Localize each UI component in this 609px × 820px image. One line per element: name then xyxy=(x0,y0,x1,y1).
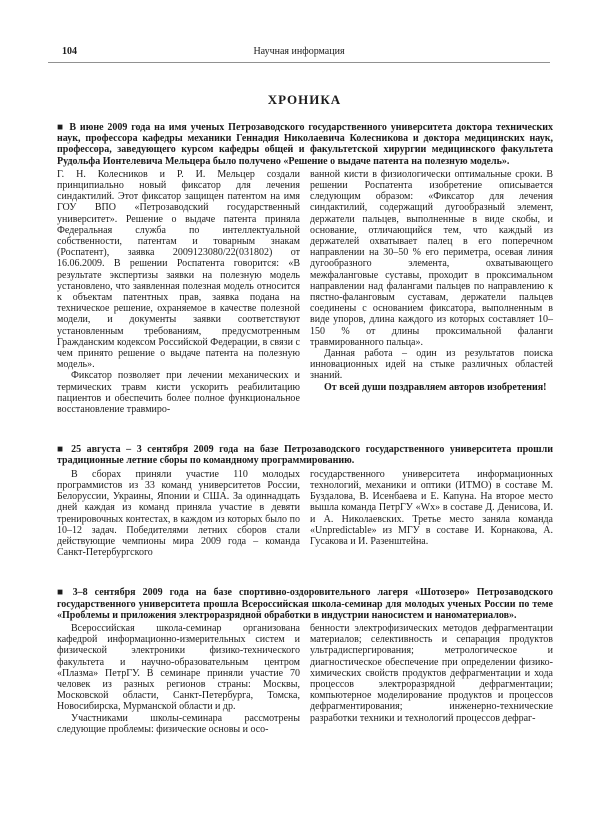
paragraph: Всероссийская школа-семинар организована кафедрой информационно-измерительных систем и физической электроники физико-технического факультета и научно-образовательным центром «Плазма» ПетрГУ. В семинаре приняли участие 70 человек из разных регионов страны: Москвы, Московской области, Санкт-Петербурга, Томска, Новосибирска, Мурманской области и др. xyxy=(57,622,300,713)
paragraph: ванной кисти в физиологически оптимальные сроки. В решении Роспатента изобретение описывается следующим образом: «Фиксатор для лечения синдактилий, содержащий дугообразный элемент, держатели пальцев, выполненные в виде скобы, и основание, отличающийся тем, что каждый из держателей охватывает палец в его поперечном направлении на 30–50 % его периметра, осевая линия дугообразного элемента, охватывающего межфаланговые суставы, проходит в проксимальном направлении над фалангами пальцев по направлению к пястно-фаланговым суставам, держатели пальцев соединены с основанием фиксатора, выполненным в виде упоров, длина каждого из которых составляет 10–150 % от длины проксимальной фаланги травмированного пальца». xyxy=(310,168,553,348)
paragraph: Фиксатор позволяет при лечении механических и термических травм кисти ускорить реабилитацию пациентов и обеспечить более полное функциональное восстановление травмиро- xyxy=(57,370,300,416)
running-title: Научная информация xyxy=(253,46,345,57)
section-intro xyxy=(57,122,553,167)
paragraph: В сборах приняли участие 110 молодых программистов из 33 команд университетов России, Белоруссии, Украины, Японии и США. За одиннадцать дней каждая из команд приняла участие в девяти тренировочных контестах, в каждом из которых было по 10–12 задач. Победителями летних сборов стали действующие чемпионы мира 2009 года – команда Санкт-Петербургского xyxy=(57,468,300,559)
section-intro-text: В июне 2009 года на имя ученых Петрозаводского государственного университета доктора технических наук, профессора кафедры механики Геннадия Николаевича Колесникова и доктора медицинских наук, профессора, заведующего курсом кафедры общей и факультетской хирургии медицинского факультета Рудольфа Ионтелевича Мельцера было получено «Решение о выдаче патента на полезную модель». xyxy=(57,122,553,167)
two-column-layout xyxy=(57,623,553,735)
two-column-layout xyxy=(57,469,553,559)
paragraph: Данная работа – один из результатов поиска инновационных идей на стыке различных областей знаний. xyxy=(310,348,553,382)
page-header xyxy=(48,46,550,63)
square-bullet-icon: ■ xyxy=(57,122,65,133)
section-school-seminar xyxy=(57,587,553,735)
two-column-layout xyxy=(57,169,553,415)
section-programming-camp xyxy=(57,444,553,558)
paragraph: государственного университета информационных технологий, механики и оптики (ИТМО) в составе М. Буздалова, В. Исенбаева и Е. Капуна. На второе место вышла команда ПетрГУ «Wx» в составе Д. Денисова, И. и А. Николаевских. Третье место заняла команда «Unpredictable» из МГУ в составе И. Корнакова, А. Гусакова и И. Разенштейна. xyxy=(310,468,553,547)
left-column xyxy=(57,169,300,415)
section-patent xyxy=(57,122,553,415)
page-number: 104 xyxy=(62,46,77,57)
right-column xyxy=(310,623,553,735)
square-bullet-icon: ■ xyxy=(57,587,68,599)
right-column xyxy=(310,169,553,415)
left-column xyxy=(57,469,300,559)
left-column xyxy=(57,623,300,735)
right-column xyxy=(310,469,553,559)
section-intro xyxy=(57,587,553,621)
paragraph: Участниками школы-семинара рассмотрены следующие проблемы: физические основы и осо- xyxy=(57,712,300,735)
section-intro xyxy=(57,444,553,466)
section-intro-text: 3–8 сентября 2009 года на базе спортивно-оздоровительного лагеря «Шотозеро» Петрозаводского государственного университета прошла Всероссийская школа-семинар для молодых ученых России по теме «Проблемы и приложения электроразрядной обработки в индустрии наносистем и наноматериалов». xyxy=(57,587,554,621)
section-intro-text: 25 августа – 3 сентября 2009 года на базе Петрозаводского государственного университета прошли традиционные летние сборы по командному программированию. xyxy=(57,444,553,467)
paragraph: Г. Н. Колесников и Р. И. Мельцер создали принципиально новый фиксатор для лечения синдактилий. Этот фиксатор защищен патентом на имя ГОУ ВПО «Петрозаводский государственный университет». Решение о выдаче патента приняла Федеральная служба по интеллектуальной собственности, патентам и товарным знакам (Роспатент), заявка 2009123080/22(031802) от 16.06.2009. В решении Роспатента говорится: «В результате экспертизы заявки на полезную модель установлено, что заявленная полезная модель относится к объектам патентных прав, заявка подана на техническое решение, охраняемое в качестве полезной модели, и документы заявки соответствуют установленным требованиям, предусмотренным Гражданским кодексом Российской Федерации, в связи с чем принято решение о выдаче патента на полезную модель». xyxy=(57,168,300,371)
square-bullet-icon: ■ xyxy=(57,444,67,456)
paragraph: бенности электрофизических методов дефрагментации материалов; селективность и сепарация продуктов ультрадиспергирования; метрологическое и диагностическое обеспечение при определении физико-химических свойств продуктов дефрагментации и хода процессов электроразрядной дефрагментации; компьютерное моделирование продуктов и процессов дефрагментирования; инженерно-технические разработки техники и технологий процессов дефраг- xyxy=(310,622,553,724)
page-title: ХРОНИКА xyxy=(267,92,342,107)
page-content xyxy=(57,122,553,735)
congratulations-paragraph: От всей души поздравляем авторов изобретения! xyxy=(324,381,547,393)
